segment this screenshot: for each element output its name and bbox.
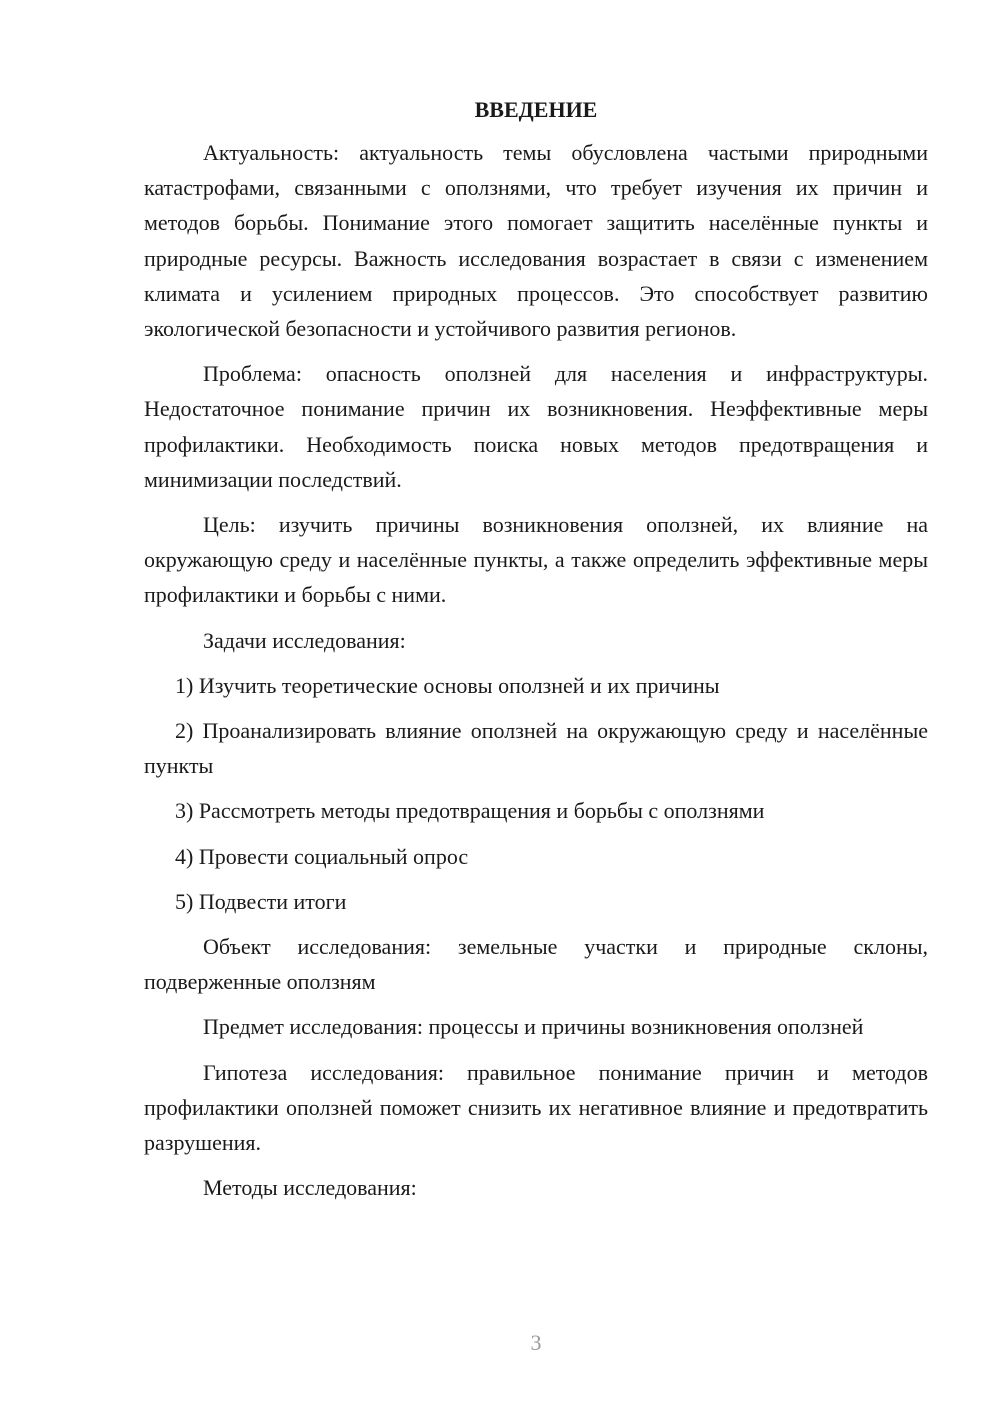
task-item: 5) Подвести итоги [175, 888, 347, 914]
section-heading: ВВЕДЕНИЕ [474, 97, 598, 122]
page-body [144, 92, 928, 1215]
paragraph-tasks-title: Задачи исследования: [203, 627, 406, 653]
paragraph-object: Объект исследования: земельные участки и природные склоны, подверженные оползням [144, 934, 928, 995]
paragraph-problem: Проблема: опасность оползней для населения и инфраструктуры. Недостаточное понимание причин их возникновения. Неэффективные меры профилактики. Необходимость поиска новых методов предотвращения и минимизации последствий. [144, 361, 928, 492]
task-item: 4) Провести социальный опрос [175, 843, 469, 869]
task-item: 1) Изучить теоретические основы оползней и их причины [175, 672, 720, 698]
task-item: 3) Рассмотреть методы предотвращения и борьбы с оползнями [175, 798, 765, 824]
paragraph-goal: Цель: изучить причины возникновения оползней, их влияние на окружающую среду и населённые пункты, а также определить эффективные меры профилактики и борьбы с ними. [144, 512, 928, 608]
paragraph-subject: Предмет исследования: процессы и причины возникновения оползней [203, 1014, 864, 1040]
task-item: 2) Проанализировать влияние оползней на окружающую среду и населённые пункты [144, 718, 928, 779]
page-number: 3 [530, 1330, 542, 1355]
paragraph-methods: Методы исследования: [203, 1175, 417, 1201]
paragraph-relevance: Актуальность: актуальность темы обусловлена частыми природными катастрофами, связанными с оползнями, что требует изучения их причин и методов борьбы. Понимание этого помогает защитить населённые пункты и природные ресурсы. Важность исследования возрастает в связи с изменением климата и усилением природных процессов. Это способствует развитию экологической безопасности и устойчивого развития регионов. [144, 140, 928, 342]
paragraph-hypothesis: Гипотеза исследования: правильное понимание причин и методов профилактики оползней поможет снизить их негативное влияние и предотвратить разрушения. [144, 1059, 928, 1156]
